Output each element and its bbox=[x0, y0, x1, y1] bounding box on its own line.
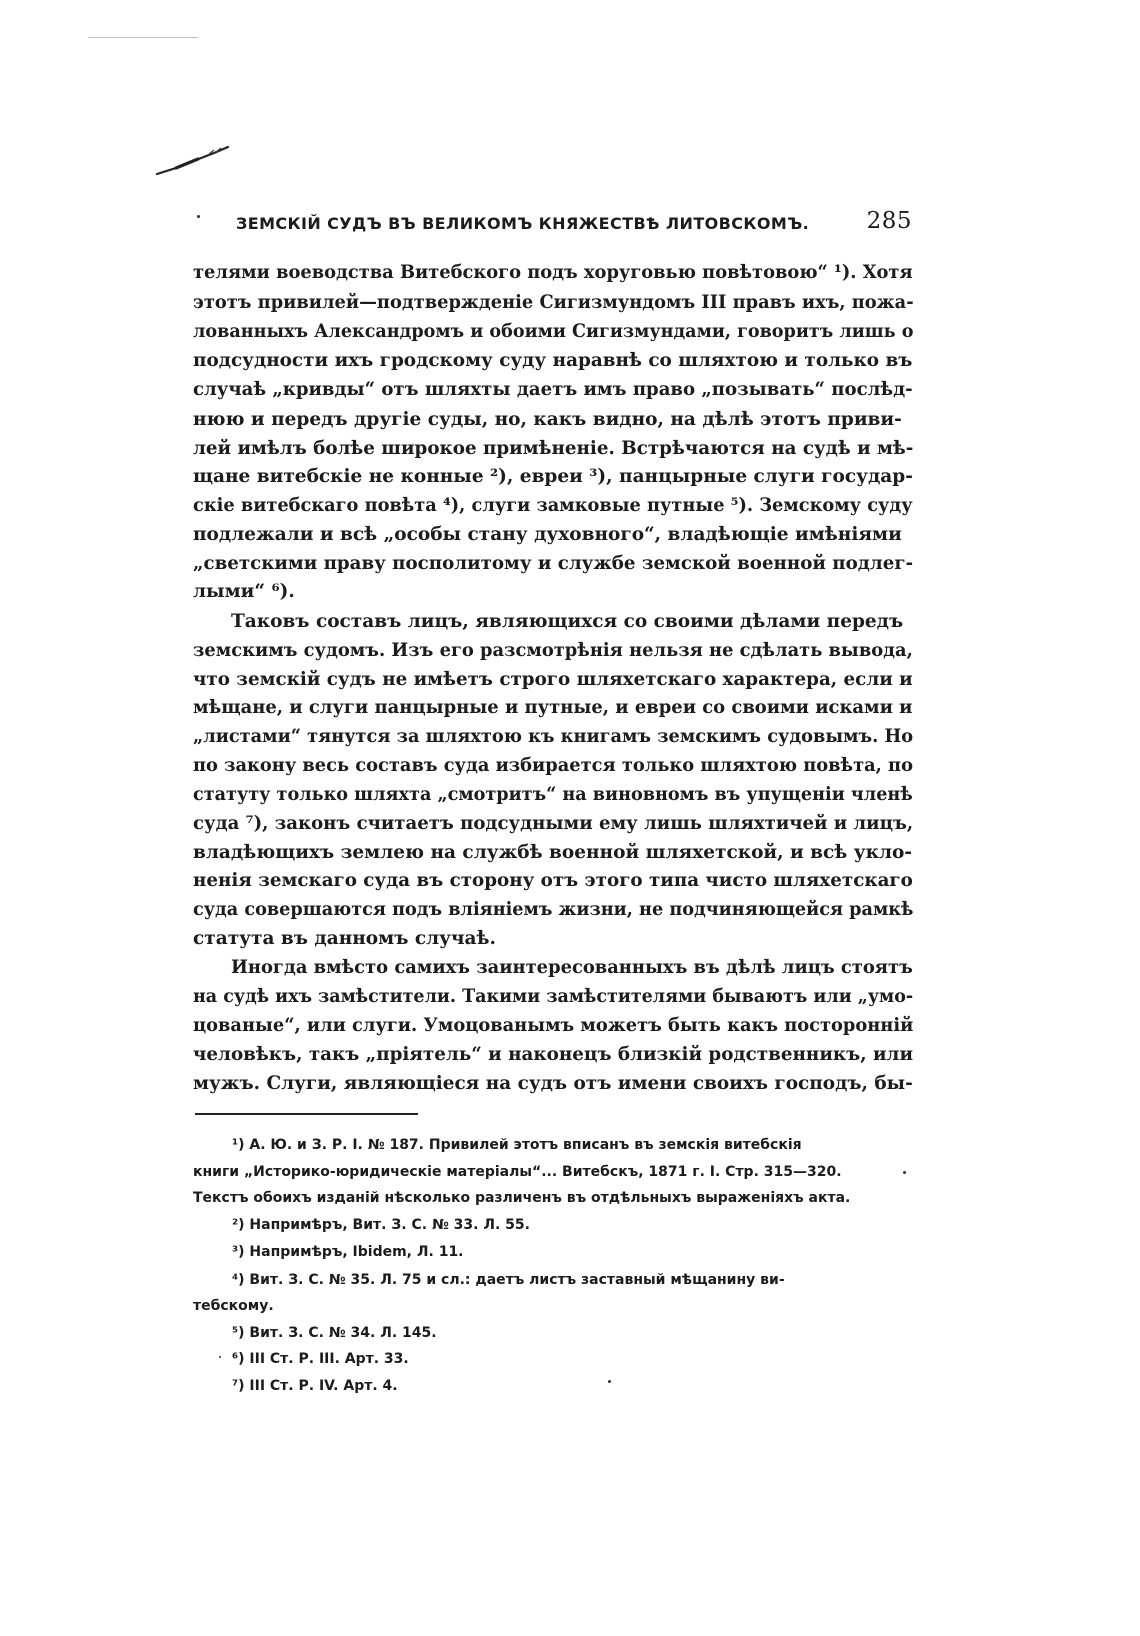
footnote-line: ¹) А. Ю. и З. Р. I. № 187. Привилей этотъ вписанъ въ земскія витебскія bbox=[232, 1137, 802, 1153]
body-line: „светскими праву посполитому и службе земской военной подлег- bbox=[193, 553, 914, 574]
body-line: цованые“, или слуги. Умоцованымъ можетъ быть какъ посторонній bbox=[193, 1015, 914, 1036]
footnote-line: ⁶) III Ст. Р. III. Арт. 33. bbox=[232, 1351, 409, 1367]
body-line: на судѣ ихъ замѣстители. Такими замѣстителями бываютъ или „умо- bbox=[193, 986, 914, 1007]
body-line: земскимъ судомъ. Изъ его разсмотрѣнія нельзя не сдѣлать вывода, bbox=[193, 640, 913, 661]
scan-speck bbox=[903, 1171, 906, 1174]
scan-edge-line bbox=[88, 37, 198, 38]
running-head bbox=[236, 208, 912, 242]
body-line: случаѣ „кривды“ отъ шляхты даетъ имъ право „позывать“ послѣд- bbox=[193, 379, 913, 400]
body-line: статута въ данномъ случаѣ. bbox=[193, 928, 496, 949]
body-line: этотъ привилей—подтвержденіе Сигизмундомъ III правъ ихъ, пожа- bbox=[193, 292, 914, 313]
body-line: статуту только шляхта „смотритъ“ на виновномъ въ упущеніи членѣ bbox=[193, 784, 913, 805]
body-line: мужъ. Слуги, являющіеся на судъ отъ имени своихъ господъ, бы- bbox=[193, 1073, 913, 1094]
body-line: ненія земскаго суда въ сторону отъ этого типа чисто шляхетскаго bbox=[193, 870, 913, 891]
footnote-line: ⁵) Вит. З. С. № 34. Л. 145. bbox=[232, 1325, 437, 1341]
body-line: суда совершаются подъ вліяніемъ жизни, не подчиняющейся рамкѣ bbox=[193, 899, 914, 920]
body-line: телями воеводства Витебского подъ хоруговью повѣтовою“ ¹). Хотя bbox=[193, 262, 913, 283]
body-line: Таковъ составъ лицъ, являющихся со своими дѣлами передъ bbox=[231, 611, 904, 632]
body-line: по закону весь составъ суда избирается только шляхтою повѣта, по bbox=[193, 755, 913, 776]
body-line: подлежали и всѣ „особы стану духовного“, владѣющіе имѣніями bbox=[193, 524, 902, 545]
ink-stroke-mark bbox=[156, 144, 230, 178]
footnote-line: книги „Историко-юридическіе матеріалы“... Витебскъ, 1871 г. I. Стр. 315—320. bbox=[193, 1164, 842, 1180]
body-line: мѣщане, и слуги панцырные и путные, и евреи со своими исками и bbox=[193, 697, 913, 718]
footnote-line: ³) Напримѣръ, Ibidem, Л. 11. bbox=[232, 1244, 464, 1260]
footnote-line: тебскому. bbox=[193, 1298, 274, 1314]
body-line: скіе витебскаго повѣта ⁴), слуги замковые путные ⁵). Земскому суду bbox=[193, 495, 913, 516]
footnote-line: Текстъ обоихъ изданій нѣсколько различенъ въ отдѣльныхъ выраженіяхъ акта. bbox=[193, 1190, 851, 1206]
body-line: что земскій судъ не имѣетъ строго шляхетскаго характера, если и bbox=[193, 669, 913, 690]
body-line: щане витебскіе не конные ²), евреи ³), панцырные слуги государ- bbox=[193, 466, 913, 487]
body-line: „листами“ тянутся за шляхтою къ книгамъ земскимъ судовымъ. Но bbox=[193, 726, 914, 747]
footnote-rule bbox=[195, 1113, 418, 1115]
body-line: человѣкъ, такъ „пріятель“ и наконецъ близкій родственникъ, или bbox=[193, 1044, 914, 1065]
body-line: Иногда вмѣсто самихъ заинтересованныхъ въ дѣлѣ лицъ стоятъ bbox=[231, 957, 913, 978]
scan-speck bbox=[197, 215, 200, 218]
footnote-line: ⁷) III Ст. Р. IV. Арт. 4. bbox=[232, 1378, 398, 1394]
body-line: суда ⁷), законъ считаетъ подсудными ему лишь шляхтичей и лицъ, bbox=[193, 813, 914, 834]
running-head-title: ЗЕМСКІЙ СУДЪ ВЪ ВЕЛИКОМЪ КНЯЖЕСТВѢ ЛИТОВСКОМЪ. bbox=[236, 214, 810, 233]
body-line: лыми“ ⁶). bbox=[193, 581, 295, 602]
scan-speck bbox=[608, 1380, 611, 1383]
body-line: лей имѣлъ болѣе широкое примѣненіе. Встрѣчаются на судѣ и мѣ- bbox=[193, 438, 914, 459]
body-line: подсудности ихъ гродскому суду наравнѣ со шляхтою и только въ bbox=[193, 350, 913, 371]
footnote-line: ²) Напримѣръ, Вит. З. С. № 33. Л. 55. bbox=[232, 1217, 530, 1233]
body-line: нюю и передъ другіе суды, но, какъ видно, на дѣлѣ этотъ приви- bbox=[193, 409, 902, 430]
footnote-line: ⁴) Вит. З. С. № 35. Л. 75 и сл.: даетъ листъ заставный мѣщанину ви- bbox=[232, 1272, 785, 1288]
page-number: 285 bbox=[866, 208, 912, 234]
scan-speck bbox=[219, 1356, 221, 1358]
body-line: лованныхъ Александромъ и обоими Сигизмундами, говоритъ лишь о bbox=[193, 321, 914, 342]
body-line: владѣющихъ землею на службѣ военной шляхетской, и всѣ укло- bbox=[193, 842, 913, 863]
